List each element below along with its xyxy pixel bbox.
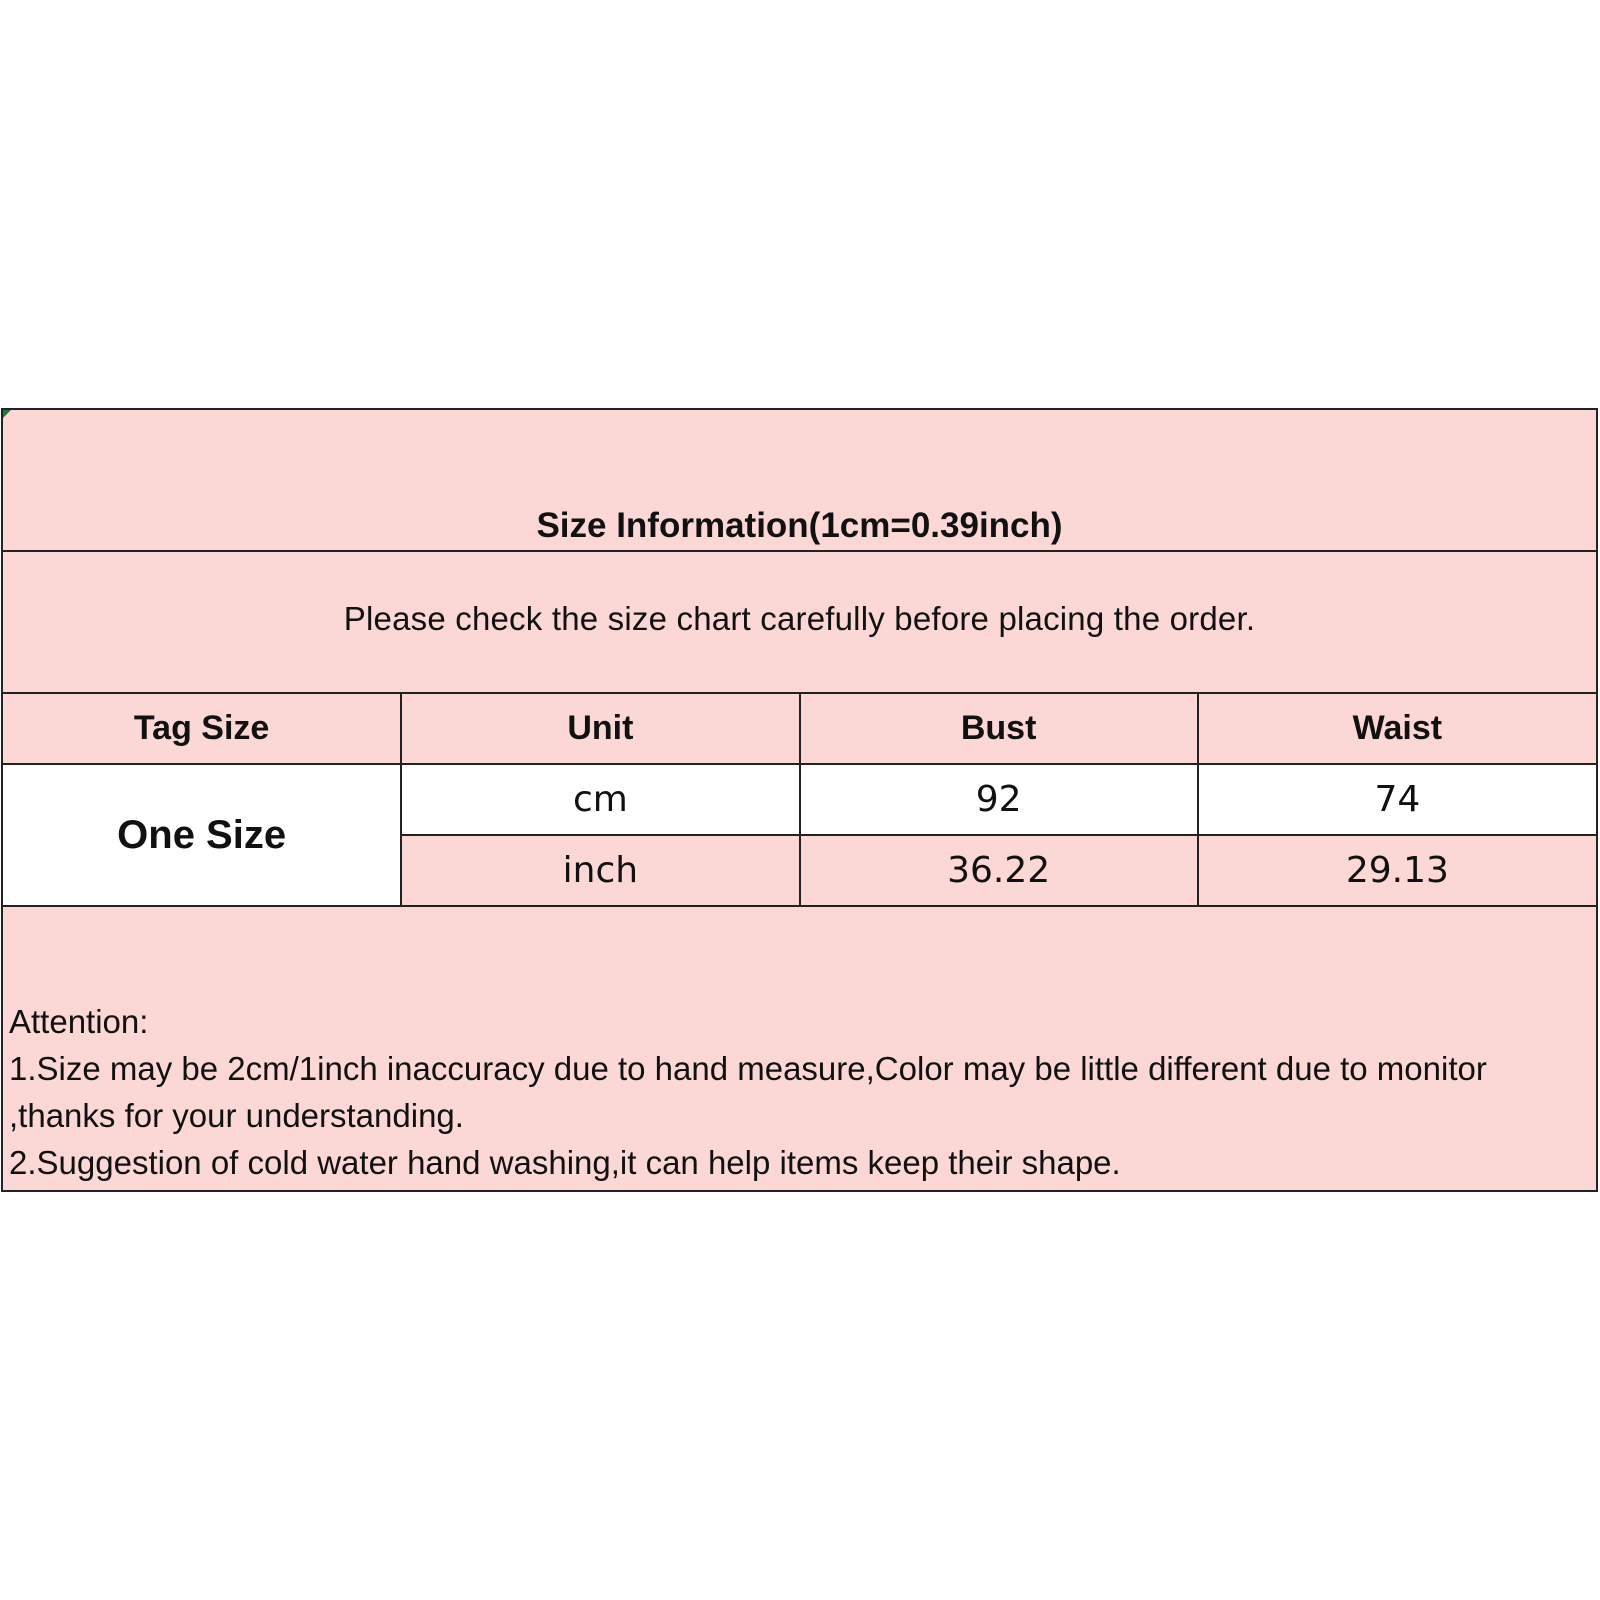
header-bust: Bust xyxy=(800,694,1198,764)
bust-cell: 36.22 xyxy=(800,835,1198,906)
size-info-title: Size Information(1cm=0.39inch) xyxy=(536,506,1063,545)
table-row xyxy=(3,764,1596,835)
size-check-notice: Please check the size chart carefully before placing the order. xyxy=(343,600,1256,637)
bust-cell: 92 xyxy=(800,764,1198,835)
waist-cell: 74 xyxy=(1198,764,1596,835)
title-row xyxy=(3,410,1596,552)
notice-row xyxy=(3,552,1596,694)
unit-cell: cm xyxy=(401,764,799,835)
size-chart-card xyxy=(1,408,1598,1192)
waist-cell: 29.13 xyxy=(1198,835,1596,906)
unit-cell: inch xyxy=(401,835,799,906)
header-unit: Unit xyxy=(401,694,799,764)
attention-note-2: 2.Suggestion of cold water hand washing,it can help items keep their shape. xyxy=(9,1144,1121,1181)
header-tag-size: Tag Size xyxy=(3,694,401,764)
header-waist: Waist xyxy=(1198,694,1596,764)
attention-note-1: 1.Size may be 2cm/1inch inaccuracy due to hand measure,Color may be little different due to monitor ,thanks for your understanding. xyxy=(9,1050,1487,1134)
attention-heading: Attention: xyxy=(9,1003,149,1040)
table-header-row xyxy=(3,694,1596,764)
tag-size-cell: One Size xyxy=(3,764,401,906)
size-table xyxy=(3,694,1596,907)
attention-notes xyxy=(9,998,1590,1186)
